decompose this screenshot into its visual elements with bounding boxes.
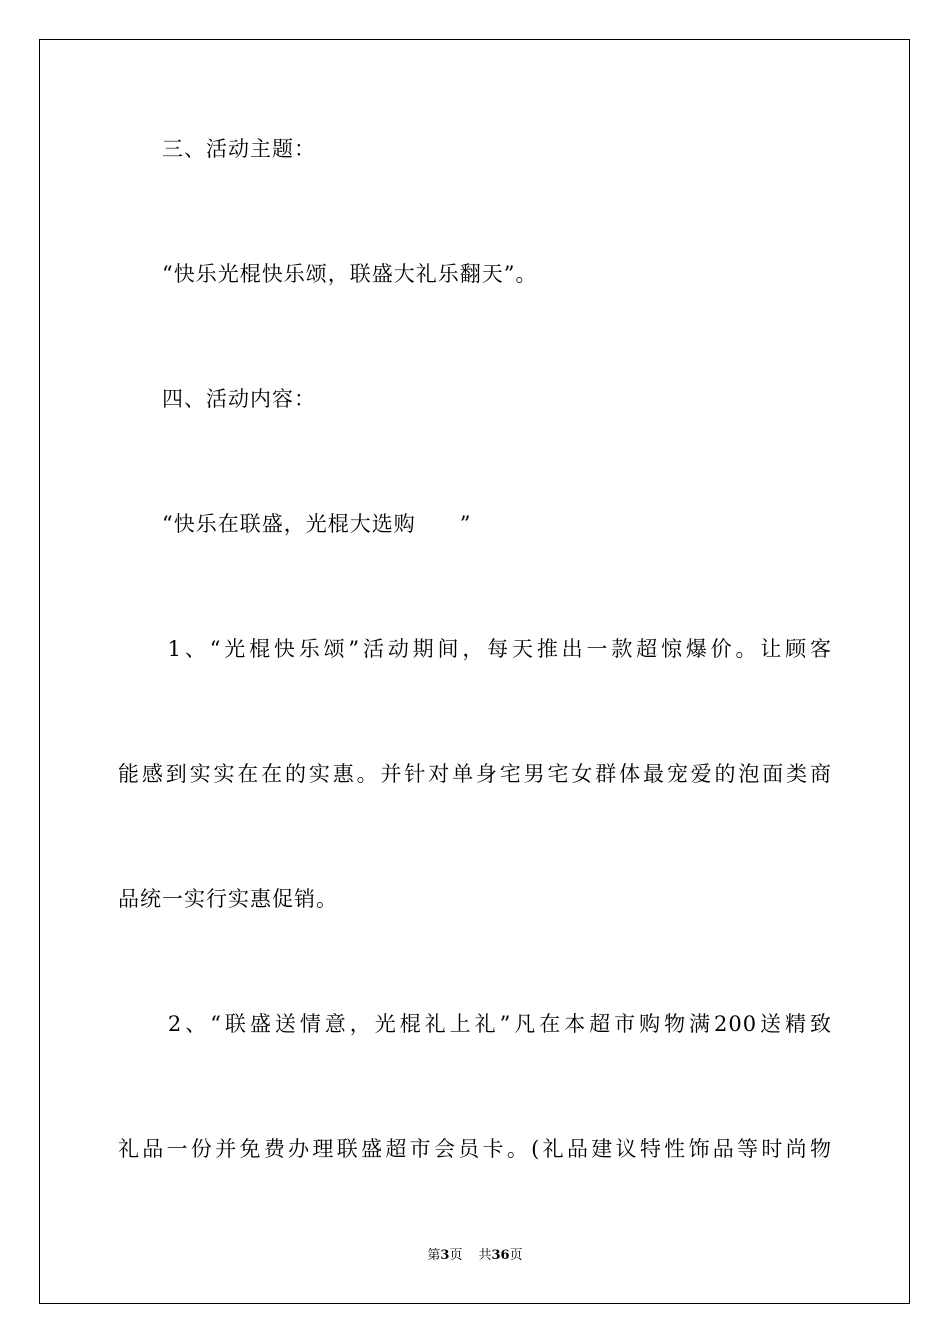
page-prefix: 第 bbox=[427, 1248, 441, 1263]
item-2-line-1: 2、“联盛送情意，光棍礼上礼”凡在本超市购物满200送精致 bbox=[118, 1012, 832, 1036]
item-2-line-2: 礼品一份并免费办理联盛超市会员卡。(礼品建议特性饰品等时尚物 bbox=[118, 1137, 832, 1161]
page-border bbox=[39, 39, 910, 1304]
page-suffix: 页 bbox=[449, 1248, 463, 1263]
theme-text: “快乐光棍快乐颂，联盛大礼乐翻天”。 bbox=[118, 262, 538, 286]
page-footer bbox=[0, 1247, 950, 1265]
total-prefix: 共 bbox=[478, 1248, 492, 1263]
page-number: 3 bbox=[440, 1248, 450, 1263]
heading-content: 四、活动内容： bbox=[118, 387, 316, 411]
item-1-line-2: 能感到实实在在的实惠。并针对单身宅男宅女群体最宠爱的泡面类商 bbox=[118, 762, 832, 786]
total-suffix: 页 bbox=[509, 1248, 523, 1263]
item-1-line-3: 品统一实行实惠促销。 bbox=[118, 887, 338, 911]
total-pages: 36 bbox=[491, 1248, 510, 1263]
content-slogan: “快乐在联盛，光棍大选购 ” bbox=[118, 512, 472, 536]
heading-theme: 三、活动主题： bbox=[118, 137, 316, 161]
item-1-line-1: 1、“光棍快乐颂”活动期间，每天推出一款超惊爆价。让顾客 bbox=[118, 637, 832, 661]
